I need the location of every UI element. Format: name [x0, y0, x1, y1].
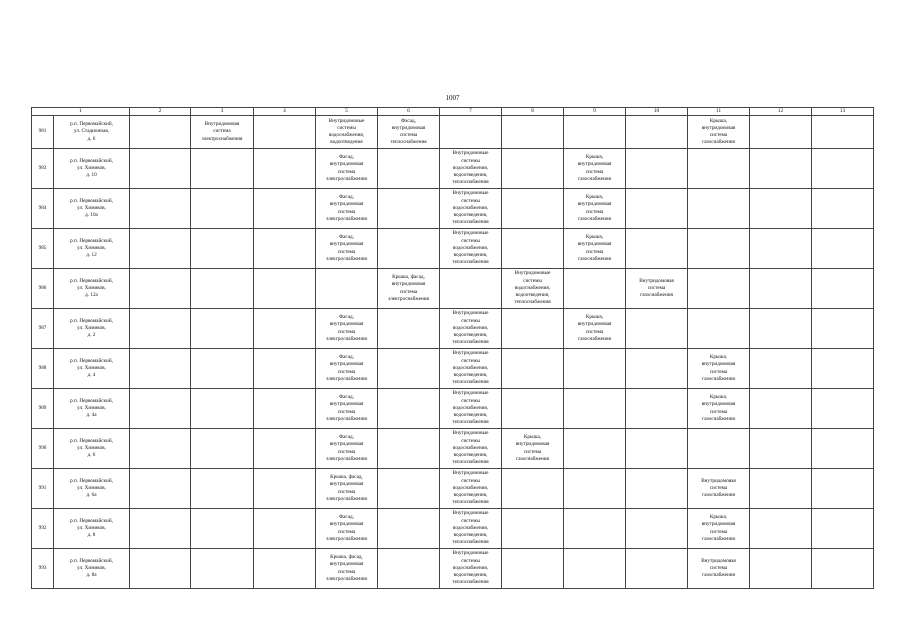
column-number-cell: 13 — [812, 108, 874, 116]
work-cell-5 — [316, 149, 378, 189]
row-number-cell — [32, 149, 54, 189]
table-row — [32, 116, 874, 149]
work-cell-5 — [316, 309, 378, 349]
work-cell-4 — [254, 429, 316, 469]
work-cell-10 — [626, 349, 688, 389]
column-number-cell: 4 — [254, 108, 316, 116]
address-text: р.п. Первомайский, ул. Стадионная, д. 6 — [70, 121, 113, 142]
work-cell-6 — [378, 309, 440, 349]
work-cell-13 — [812, 349, 874, 389]
work-cell-12 — [750, 469, 812, 509]
work-cell-6 — [378, 549, 440, 589]
work-cell-6 — [378, 469, 440, 509]
work-cell-9 — [564, 309, 626, 349]
work-text: Крыша, внутридомовая система газоснабжения — [515, 434, 550, 462]
work-cell-12 — [750, 309, 812, 349]
work-cell-8 — [502, 309, 564, 349]
work-cell-4 — [254, 349, 316, 389]
address-text: р.п. Первомайский, ул. Химиков, д. 6а — [70, 477, 113, 499]
work-cell-4 — [254, 549, 316, 589]
address-cell — [54, 149, 130, 189]
row-number-cell — [32, 189, 54, 229]
work-cell-5 — [316, 389, 378, 429]
work-cell-7 — [440, 549, 502, 589]
column-number-cell: 3 — [191, 108, 254, 116]
work-cell-9 — [564, 229, 626, 269]
address-text: р.п. Первомайский, ул. Химиков, д. 4 — [70, 357, 113, 379]
work-cell-9 — [564, 429, 626, 469]
address-text: р.п. Первомайский, ул. Химиков, д. 4а — [70, 397, 113, 419]
work-cell-8 — [502, 229, 564, 269]
work-cell-9 — [564, 116, 626, 149]
work-text: Внутридомовая система газоснабжения — [639, 277, 674, 299]
work-cell-11 — [688, 509, 750, 549]
work-cell-7 — [440, 389, 502, 429]
work-cell-3 — [191, 116, 254, 149]
work-cell-4 — [254, 149, 316, 189]
work-text: Крыша, внутридомовая система газоснабжения — [701, 117, 736, 146]
work-cell-8 — [502, 389, 564, 429]
work-cell-7 — [440, 189, 502, 229]
work-cell-4 — [254, 389, 316, 429]
work-cell-13 — [812, 509, 874, 549]
work-cell-3 — [191, 229, 254, 269]
work-text: Внутридомовые системы водоснабжения, водоотведения, теплоснабжения — [452, 390, 489, 426]
row-number-cell — [32, 429, 54, 469]
address-text: р.п. Первомайский, ул. Химиков, д. 10а — [70, 197, 113, 219]
work-cell-13 — [812, 149, 874, 189]
column-number-cell: 11 — [688, 108, 750, 116]
row-number-cell — [32, 469, 54, 509]
work-cell-2 — [130, 349, 191, 389]
work-text: Крыша, внутридомовая система газоснабжения — [577, 154, 612, 182]
address-text: р.п. Первомайский, ул. Химиков, д. 8а — [70, 557, 113, 579]
work-cell-4 — [254, 469, 316, 509]
table-row — [32, 549, 874, 589]
row-number-cell — [32, 349, 54, 389]
work-text: Фасад, внутридомовая система теплоснабжения — [390, 117, 427, 146]
work-cell-11 — [688, 549, 750, 589]
work-text: Крыша, внутридомовая система газоснабжения — [577, 314, 612, 342]
work-text: Фасад, внутридомовая система электроснабжения — [326, 514, 367, 542]
work-text: Внутридомовые системы водоснабжения, водоотведения, теплоснабжения — [452, 350, 489, 386]
work-cell-2 — [130, 309, 191, 349]
work-cell-9 — [564, 269, 626, 309]
work-cell-9 — [564, 509, 626, 549]
work-cell-5 — [316, 469, 378, 509]
work-cell-11 — [688, 269, 750, 309]
work-text: Внутридомовые системы водоснабжения, водоотведения, теплоснабжения — [514, 270, 551, 306]
work-cell-8 — [502, 116, 564, 149]
work-cell-11 — [688, 469, 750, 509]
work-text: Крыша, внутридомовая система газоснабжения — [577, 234, 612, 262]
work-cell-10 — [626, 429, 688, 469]
work-text: Фасад, внутридомовая система электроснабжения — [326, 434, 367, 462]
row-number: 993 — [38, 564, 47, 571]
work-cell-5 — [316, 189, 378, 229]
table-row — [32, 309, 874, 349]
address-text: р.п. Первомайский, ул. Химиков, д. 6 — [70, 437, 113, 459]
work-cell-3 — [191, 309, 254, 349]
row-number: 981 — [38, 128, 47, 135]
page-number: 1007 — [445, 94, 460, 102]
work-cell-7 — [440, 469, 502, 509]
row-number: 991 — [38, 484, 47, 491]
work-cell-13 — [812, 229, 874, 269]
column-number-cell: 1 — [32, 108, 130, 116]
work-cell-11 — [688, 389, 750, 429]
column-number-cell: 5 — [316, 108, 378, 116]
work-cell-9 — [564, 469, 626, 509]
work-cell-7 — [440, 509, 502, 549]
work-cell-2 — [130, 389, 191, 429]
row-number: 983 — [38, 164, 47, 171]
address-cell — [54, 509, 130, 549]
row-number: 990 — [38, 444, 47, 451]
table-body — [32, 108, 874, 589]
address-cell — [54, 349, 130, 389]
work-text: Фасад, внутридомовая система электроснабжения — [326, 234, 367, 262]
work-cell-12 — [750, 349, 812, 389]
work-cell-2 — [130, 269, 191, 309]
work-cell-6 — [378, 389, 440, 429]
table-row — [32, 349, 874, 389]
work-cell-6 — [378, 229, 440, 269]
address-cell — [54, 269, 130, 309]
work-cell-10 — [626, 389, 688, 429]
column-number-cell: 12 — [750, 108, 812, 116]
work-cell-2 — [130, 116, 191, 149]
work-cell-10 — [626, 509, 688, 549]
table-row — [32, 229, 874, 269]
work-cell-13 — [812, 469, 874, 509]
work-cell-6 — [378, 116, 440, 149]
row-number: 989 — [38, 404, 47, 411]
work-cell-7 — [440, 349, 502, 389]
work-cell-11 — [688, 149, 750, 189]
table-row — [32, 269, 874, 309]
row-number-cell — [32, 309, 54, 349]
work-cell-8 — [502, 149, 564, 189]
work-cell-4 — [254, 189, 316, 229]
work-cell-8 — [502, 269, 564, 309]
work-cell-5 — [316, 509, 378, 549]
work-cell-10 — [626, 549, 688, 589]
work-cell-5 — [316, 549, 378, 589]
work-cell-2 — [130, 549, 191, 589]
work-text: Крыша, фасад, внутридомовая система электроснабжения — [388, 274, 429, 302]
work-cell-5 — [316, 429, 378, 469]
work-cell-6 — [378, 149, 440, 189]
row-number: 992 — [38, 524, 47, 531]
work-cell-11 — [688, 429, 750, 469]
work-text: Крыша, внутридомовая система газоснабжения — [701, 394, 736, 422]
address-cell — [54, 549, 130, 589]
work-cell-9 — [564, 149, 626, 189]
work-cell-7 — [440, 309, 502, 349]
table-row — [32, 189, 874, 229]
row-number: 988 — [38, 364, 47, 371]
work-cell-3 — [191, 389, 254, 429]
work-cell-6 — [378, 189, 440, 229]
work-cell-2 — [130, 469, 191, 509]
work-cell-10 — [626, 149, 688, 189]
table-row — [32, 429, 874, 469]
work-cell-8 — [502, 509, 564, 549]
work-cell-10 — [626, 469, 688, 509]
work-text: Внутридомовая система электроснабжения — [201, 121, 243, 142]
column-number-row — [32, 108, 874, 116]
work-cell-4 — [254, 269, 316, 309]
address-cell — [54, 189, 130, 229]
work-cell-2 — [130, 429, 191, 469]
column-number-cell: 7 — [440, 108, 502, 116]
work-cell-10 — [626, 269, 688, 309]
work-cell-12 — [750, 189, 812, 229]
work-cell-13 — [812, 189, 874, 229]
work-cell-7 — [440, 269, 502, 309]
work-cell-3 — [191, 509, 254, 549]
work-cell-5 — [316, 116, 378, 149]
work-cell-13 — [812, 309, 874, 349]
work-text: Внутридомовые системы водоснабжения, водоотведения, теплоснабжения — [452, 190, 489, 226]
address-cell — [54, 389, 130, 429]
column-number-cell: 10 — [626, 108, 688, 116]
table-row — [32, 469, 874, 509]
work-cell-7 — [440, 429, 502, 469]
work-cell-11 — [688, 229, 750, 269]
address-cell — [54, 116, 130, 149]
work-text: Внутридомовые системы водоснабжения, водоотведения, теплоснабжения — [452, 310, 489, 346]
work-text: Внутридомовые системы водоснабжения, водоотведения, теплоснабжения — [452, 230, 489, 266]
address-cell — [54, 469, 130, 509]
work-cell-13 — [812, 116, 874, 149]
work-text: Внутридомовые системы водоснабжения, водоотведения, теплоснабжения — [452, 150, 489, 186]
work-cell-8 — [502, 549, 564, 589]
work-cell-13 — [812, 549, 874, 589]
work-cell-11 — [688, 116, 750, 149]
address-cell — [54, 229, 130, 269]
work-text: Внутридомовые системы водоснабжения, водоотведения, теплоснабжения — [452, 510, 489, 546]
work-cell-8 — [502, 469, 564, 509]
work-cell-13 — [812, 389, 874, 429]
work-text: Крыша, внутридомовая система газоснабжения — [701, 514, 736, 542]
work-cell-3 — [191, 189, 254, 229]
row-number: 984 — [38, 204, 47, 211]
work-cell-2 — [130, 509, 191, 549]
work-cell-12 — [750, 229, 812, 269]
work-cell-2 — [130, 149, 191, 189]
work-cell-12 — [750, 149, 812, 189]
row-number-cell — [32, 269, 54, 309]
work-text: Фасад, внутридомовая система электроснабжения — [326, 314, 367, 342]
address-text: р.п. Первомайский, ул. Химиков, д. 2 — [70, 317, 113, 339]
work-cell-4 — [254, 509, 316, 549]
row-number: 987 — [38, 324, 47, 331]
work-text: Внутридомовые системы водоснабжения, водоотведения, теплоснабжения — [452, 470, 489, 506]
work-cell-3 — [191, 549, 254, 589]
work-text: Фасад, внутридомовая система электроснабжения — [326, 154, 367, 182]
work-cell-8 — [502, 429, 564, 469]
work-text: Внутридомовые системы водоснабжения, водоотведения, теплоснабжения — [452, 430, 489, 466]
column-number-cell: 2 — [130, 108, 191, 116]
work-text: Крыша, внутридомовая система газоснабжения — [701, 354, 736, 382]
work-cell-3 — [191, 269, 254, 309]
work-cell-9 — [564, 189, 626, 229]
work-cell-6 — [378, 349, 440, 389]
work-cell-7 — [440, 229, 502, 269]
work-text: Крыша, фасад, внутридомовая система электроснабжения — [326, 474, 367, 502]
address-text: р.п. Первомайский, ул. Химиков, д. 12а — [70, 277, 113, 299]
work-cell-3 — [191, 469, 254, 509]
work-cell-3 — [191, 149, 254, 189]
column-number-cell: 6 — [378, 108, 440, 116]
work-cell-12 — [750, 549, 812, 589]
row-number-cell — [32, 389, 54, 429]
row-number-cell — [32, 509, 54, 549]
work-cell-6 — [378, 269, 440, 309]
column-number-cell: 9 — [564, 108, 626, 116]
work-cell-13 — [812, 429, 874, 469]
work-cell-4 — [254, 116, 316, 149]
work-cell-12 — [750, 389, 812, 429]
work-cell-7 — [440, 149, 502, 189]
work-text: Фасад, внутридомовая система электроснабжения — [326, 394, 367, 422]
work-cell-5 — [316, 229, 378, 269]
work-cell-2 — [130, 229, 191, 269]
row-number: 986 — [38, 284, 47, 291]
work-text: Внутридомовые системы водоснабжения, водоотведения, теплоснабжения — [452, 550, 489, 586]
table-row — [32, 389, 874, 429]
work-cell-6 — [378, 429, 440, 469]
row-number-cell — [32, 229, 54, 269]
row-number-cell — [32, 549, 54, 589]
work-text: Фасад, внутридомовая система электроснабжения — [326, 354, 367, 382]
row-number-cell — [32, 116, 54, 149]
work-cell-11 — [688, 189, 750, 229]
work-cell-11 — [688, 349, 750, 389]
work-cell-4 — [254, 309, 316, 349]
work-text: Крыша, внутридомовая система газоснабжения — [577, 194, 612, 222]
work-cell-9 — [564, 549, 626, 589]
work-cell-5 — [316, 269, 378, 309]
work-text: Фасад, внутридомовая система электроснабжения — [326, 194, 367, 222]
work-text: Крыша, фасад, внутридомовая система электроснабжения — [326, 554, 367, 582]
work-cell-12 — [750, 269, 812, 309]
address-text: р.п. Первомайский, ул. Химиков, д. 10 — [70, 157, 113, 179]
work-text: Внутридомовая система газоснабжения — [701, 557, 736, 579]
work-cell-4 — [254, 229, 316, 269]
work-cell-10 — [626, 116, 688, 149]
work-cell-12 — [750, 116, 812, 149]
address-text: р.п. Первомайский, ул. Химиков, д. 8 — [70, 517, 113, 539]
work-cell-9 — [564, 349, 626, 389]
repair-schedule-table — [31, 107, 874, 589]
work-text: Внутридомовые системы водоснабжения, водоотведения — [328, 117, 365, 146]
work-cell-10 — [626, 309, 688, 349]
column-number-cell: 8 — [502, 108, 564, 116]
address-cell — [54, 309, 130, 349]
work-cell-10 — [626, 189, 688, 229]
work-cell-3 — [191, 429, 254, 469]
work-text: Внутридомовая система газоснабжения — [701, 477, 736, 499]
row-number: 985 — [38, 244, 47, 251]
table-row — [32, 509, 874, 549]
work-cell-6 — [378, 509, 440, 549]
address-text: р.п. Первомайский, ул. Химиков, д. 12 — [70, 237, 113, 259]
work-cell-3 — [191, 349, 254, 389]
work-cell-9 — [564, 389, 626, 429]
work-cell-12 — [750, 509, 812, 549]
work-cell-5 — [316, 349, 378, 389]
work-cell-13 — [812, 269, 874, 309]
work-cell-10 — [626, 229, 688, 269]
work-cell-8 — [502, 349, 564, 389]
address-cell — [54, 429, 130, 469]
work-cell-12 — [750, 429, 812, 469]
work-cell-2 — [130, 189, 191, 229]
work-cell-11 — [688, 309, 750, 349]
work-cell-8 — [502, 189, 564, 229]
work-cell-7 — [440, 116, 502, 149]
table-row — [32, 149, 874, 189]
